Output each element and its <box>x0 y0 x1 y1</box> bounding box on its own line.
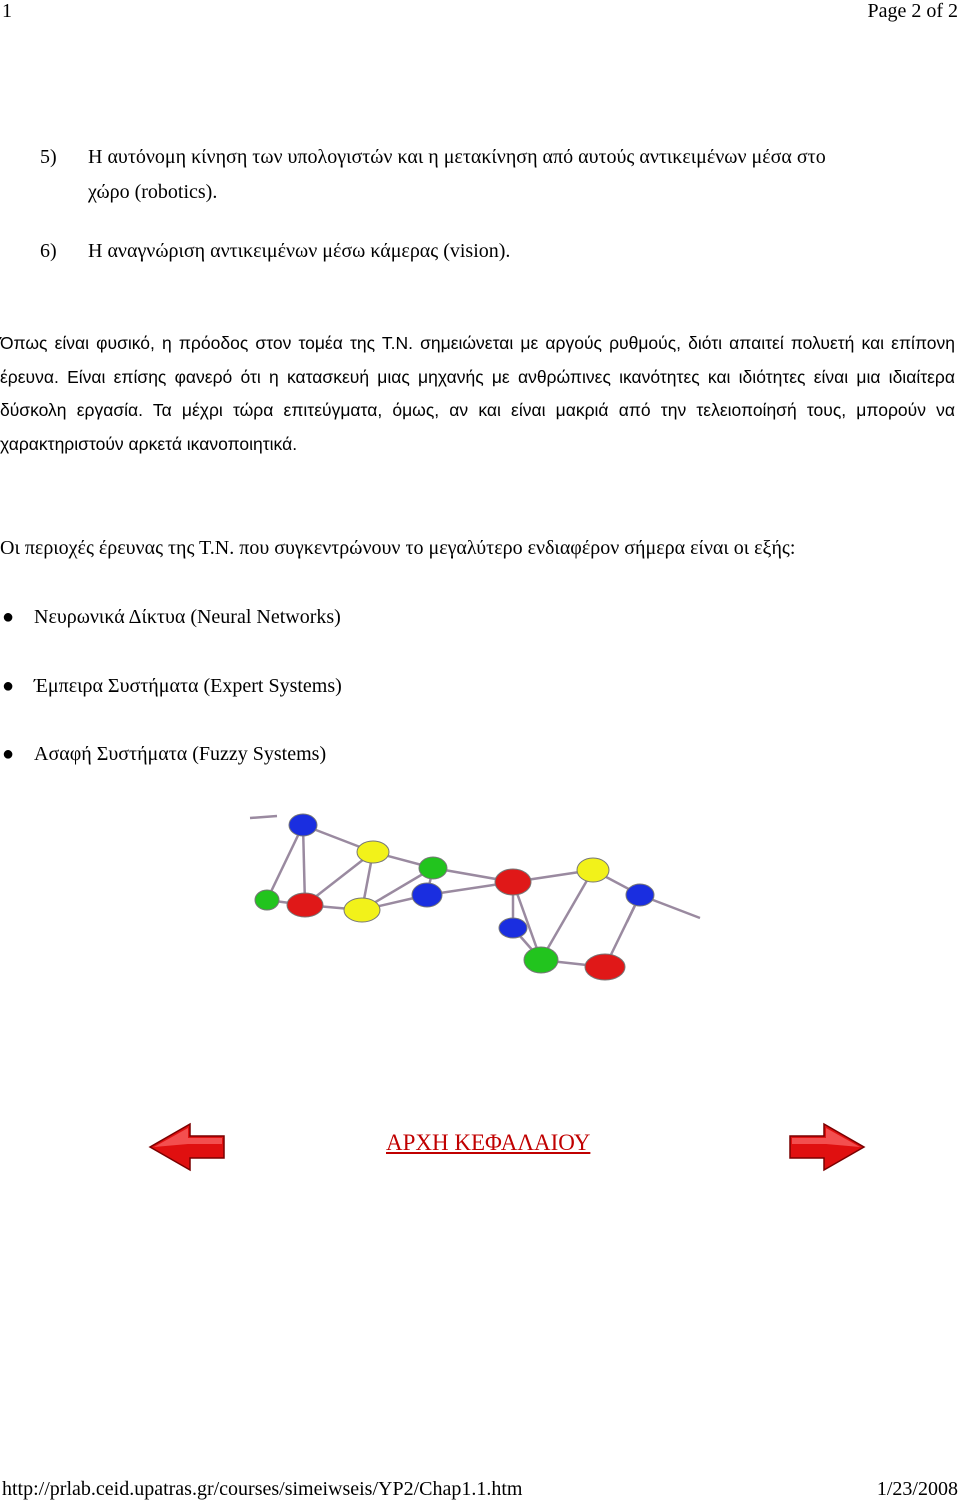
page-number: 1 <box>2 0 12 22</box>
neural-network-image <box>245 810 715 990</box>
network-node <box>419 857 447 879</box>
network-node <box>577 858 609 882</box>
areas-intro: Οι περιοχές έρευνας της Τ.Ν. που συγκεντρώνουν το μεγαλύτερο ενδιαφέρον σήμερα είναι οι εξής: <box>0 537 796 559</box>
network-node <box>289 814 317 836</box>
list-text: Η αυτόνομη κίνηση των υπολογιστών και η μετακίνηση από αυτούς αντικειμένων μέσα στο <box>88 146 826 168</box>
bullet-icon: ● <box>2 606 15 628</box>
bullet-item <box>0 743 326 766</box>
previous-page-arrow-icon[interactable] <box>148 1122 226 1172</box>
bullet-item <box>0 606 341 629</box>
bullet-text: Ασαφή Συστήματα (Fuzzy Systems) <box>34 743 327 765</box>
network-node <box>626 884 654 906</box>
list-text: Η αναγνώριση αντικειμένων μέσω κάμερας (vision). <box>88 240 511 262</box>
list-text-continuation: χώρο (robotics). <box>88 181 218 203</box>
network-node <box>499 918 527 938</box>
footer-url: http://prlab.ceid.upatras.gr/courses/simeiwseis/YP2/Chap1.1.htm <box>2 1478 523 1500</box>
network-node <box>412 883 442 907</box>
bullet-item <box>0 675 342 698</box>
network-node <box>524 947 558 973</box>
list-number: 6) <box>40 240 57 262</box>
list-number: 5) <box>40 146 57 168</box>
bullet-icon: ● <box>2 743 15 765</box>
bullet-text: Νευρωνικά Δίκτυα (Neural Networks) <box>34 606 341 628</box>
next-page-arrow-icon[interactable] <box>788 1122 866 1172</box>
footer-date: 1/23/2008 <box>876 1478 958 1500</box>
page-of-label: Page 2 of 2 <box>867 0 958 22</box>
body-paragraph: Όπως είναι φυσικό, η πρόοδος στον τομέα της Τ.Ν. σημειώνεται με αργούς ρυθμούς, διότι απαιτεί πολυετή και επίπονη έρευνα. Είναι επίσης φανερό ότι η κατασκευή μιας μηχανής με ανθρώπινες ικανότητες και ιδιότητες είναι μια ιδιαίτερα δύσκολη εργασία. Τα μέχρι τώρα επιτεύγματα, όμως, αν και είναι μακριά από την τελειοποίησή τους, μπορούν να χαρακτηριστούν αρκετά ικανοποιητικά. <box>0 333 955 454</box>
network-node <box>255 890 279 910</box>
network-node <box>495 869 531 895</box>
network-node <box>585 954 625 980</box>
bullet-text: Έμπειρα Συστήματα (Expert Systems) <box>34 675 342 697</box>
list-item <box>40 240 510 263</box>
chapter-start-link[interactable]: ΑΡΧΗ ΚΕΦΑΛΑΙΟΥ <box>386 1130 591 1155</box>
bullet-icon: ● <box>2 675 15 697</box>
network-node <box>357 841 389 863</box>
list-item <box>40 140 955 210</box>
network-node <box>287 893 323 917</box>
network-node <box>344 898 380 922</box>
